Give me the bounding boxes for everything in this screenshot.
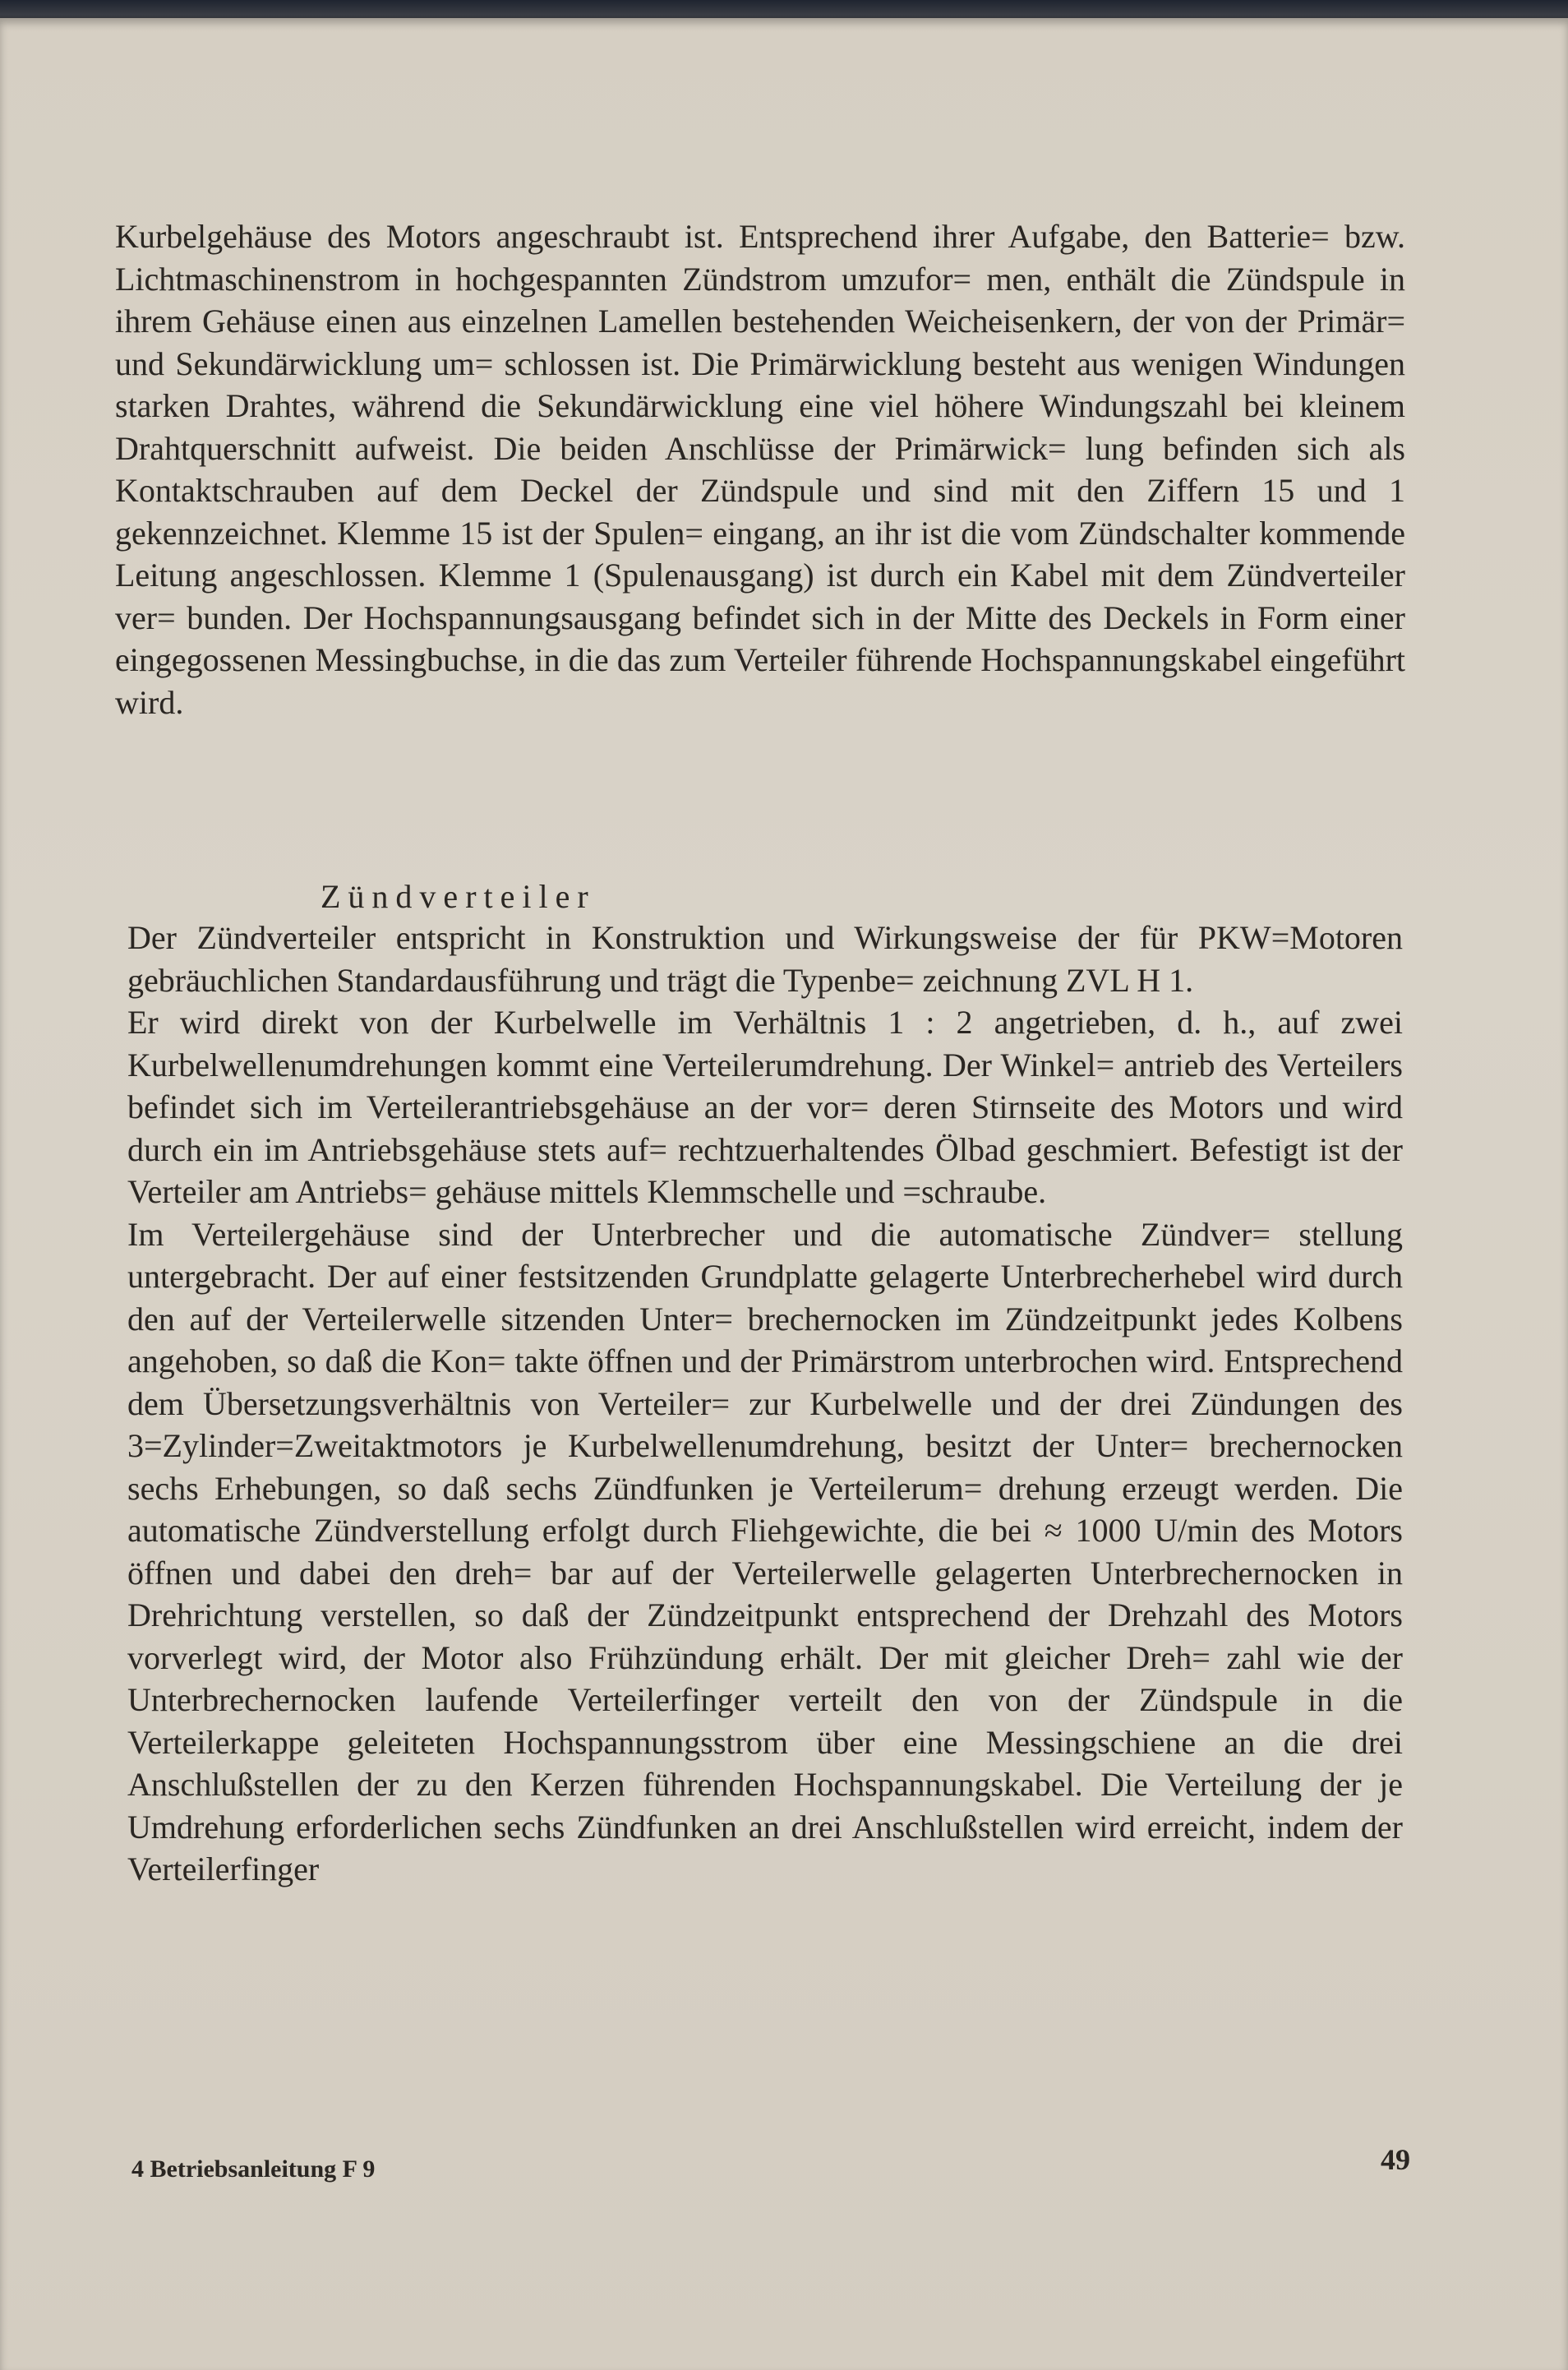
footer-book-title: 4 Betriebsanleitung F 9: [131, 2155, 376, 2183]
section-heading: Zündverteiler: [321, 878, 596, 915]
paragraph-zuendspule: [115, 215, 1405, 723]
paragraph: Er wird direkt von der Kurbelwelle im Verhältnis 1 : 2 angetrieben, d. h., auf zwei Kurbelwellenumdrehungen kommt eine Verteilerumdrehung. Der Winkel= antrieb des Verteilers befindet sich im Verteilerantriebsgehäuse an der vor= deren Stirnseite des Motors und wird durch ein im Antriebsgehäuse stets auf= rechtzuerhaltendes Ölbad geschmiert. Befestigt ist der Verteiler am Antriebs= gehäuse mittels Klemmschelle und =schraube.: [127, 1004, 1403, 1210]
paragraph: Im Verteilergehäuse sind der Unterbrecher und die automatische Zündver= stellung untergebracht. Der auf einer festsitzenden Grundplatte gelagerte Unterbrecherhebel wird durch den auf der Verteilerwelle sitzenden Unter= brechernocken im Zündzeitpunkt jedes Kolbens angehoben, so daß die Kon= takte öffnen und der Primärstrom unterbrochen wird. Entsprechend dem Übersetzungsverhältnis von Verteiler= zur Kurbelwelle und der drei Zündungen des 3=Zylinder=Zweitaktmotors je Kurbelwellenumdrehung, besitzt der Unter= brechernocken sechs Erhebungen, so daß sechs Zündfunken je Verteilerum= drehung erzeugt werden. Die automatische Zündverstellung erfolgt durch Fliehgewichte, die bei ≈ 1000 U/min des Motors öffnen und dabei den dreh= bar auf der Verteilerwelle gelagerten Unterbrechernocken in Drehrichtung verstellen, so daß der Zündzeitpunkt entsprechend der Drehzahl des Motors vorverlegt wird, der Motor also Frühzündung erhält. Der mit gleicher Dreh= zahl wie der Unterbrechernocken laufende Verteilerfinger verteilt den von der Zündspule in die Verteilerkappe geleiteten Hochspannungsstrom über eine Messingschiene an die drei Anschlußstellen der zu den Kerzen führenden Hochspannungskabel. Die Verteilung der je Umdrehung erforderlichen sechs Zündfunken an drei Anschlußstellen wird erreicht, indem der Verteilerfinger: [127, 1215, 1403, 1887]
paragraph: Der Zündverteiler entspricht in Konstruktion und Wirkungsweise der für PKW=Motoren gebräuchlichen Standardausführung und trägt die Typenbe= zeichnung ZVL H 1.: [127, 919, 1403, 999]
document-page: [0, 18, 1568, 2370]
section-body-zuendverteiler: [127, 917, 1403, 1891]
page-number: 49: [1381, 2143, 1410, 2176]
paragraph: Kurbelgehäuse des Motors angeschraubt ist. Entsprechend ihrer Aufgabe, den Batterie= bzw. Lichtmaschinenstrom in hochgespannten Zündstrom umzufor= men, enthält die Zündspule in ihrem Gehäuse einen aus einzelnen Lamellen bestehenden Weicheisenkern, der von der Primär= und Sekundärwicklung um= schlossen ist. Die Primärwicklung besteht aus wenigen Windungen starken Drahtes, während die Sekundärwicklung eine viel höhere Windungszahl bei kleinem Drahtquerschnitt aufweist. Die beiden Anschlüsse der Primärwick= lung befinden sich als Kontaktschrauben auf dem Deckel der Zündspule und sind mit den Ziffern 15 und 1 gekennzeichnet. Klemme 15 ist der Spulen= eingang, an ihr ist die vom Zündschalter kommende Leitung angeschlossen. Klemme 1 (Spulenausgang) ist durch ein Kabel mit dem Zündverteiler ver= bunden. Der Hochspannungsausgang befindet sich in der Mitte des Deckels in Form einer eingegossenen Messingbuchse, in die das zum Verteiler führende Hochspannungskabel eingeführt wird.: [115, 218, 1405, 721]
